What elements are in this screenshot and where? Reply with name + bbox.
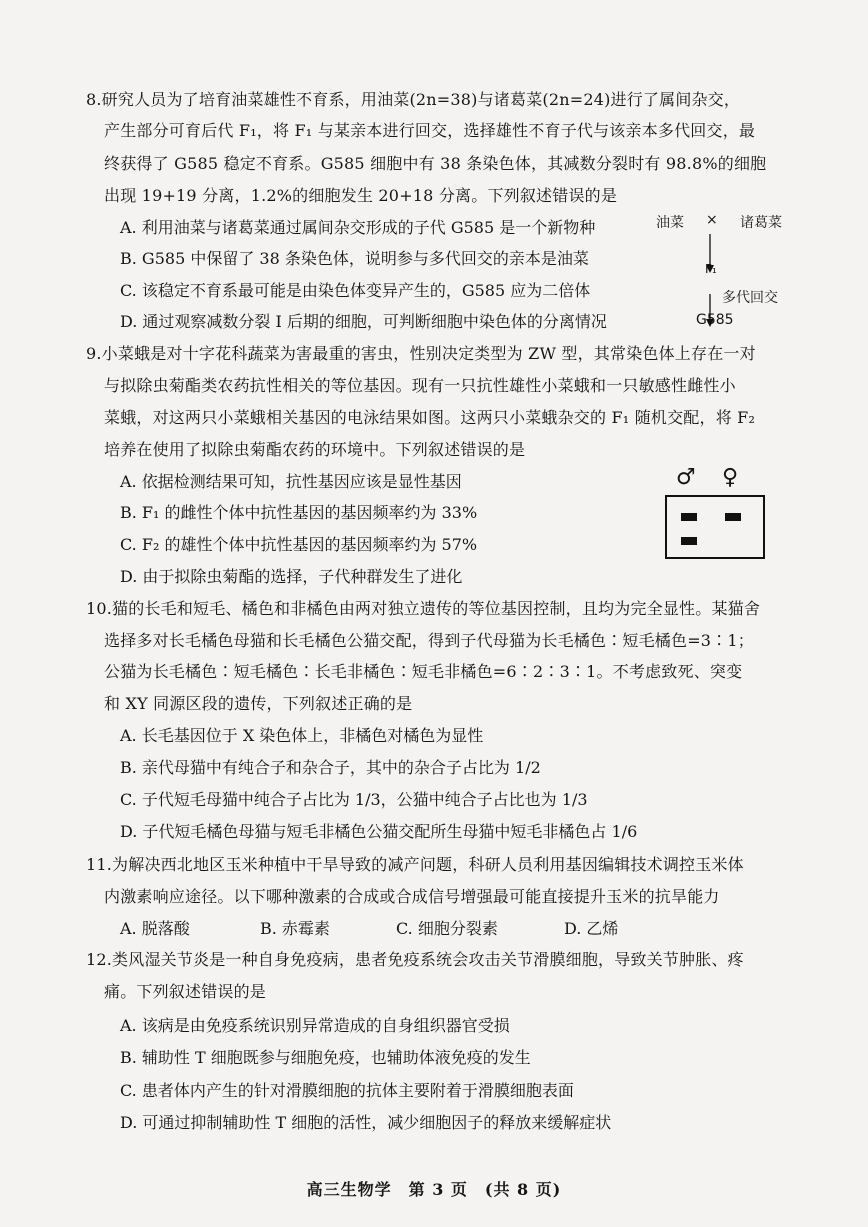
q12-option-a: A. 该病是由免疫系统识别异常造成的自身组织器官受损	[120, 1016, 510, 1035]
q11-option-c: C. 细胞分裂素	[396, 919, 498, 938]
q8-option-a: A. 利用油菜与诸葛菜通过属间杂交形成的子代 G585 是一个新物种	[120, 218, 596, 237]
q11-stem-line-1: 11.为解决西北地区玉米种植中干旱导致的减产问题，科研人员利用基因编辑技术调控玉米体	[86, 855, 744, 874]
male-symbol: ♂	[676, 465, 696, 490]
cross-symbol: ×	[706, 212, 718, 228]
q9-option-b: B. F₁ 的雌性个体中抗性基因的基因频率约为 33%	[120, 503, 478, 522]
gel-box	[665, 495, 765, 559]
q11-option-b: B. 赤霉素	[260, 919, 330, 938]
q12-option-b: B. 辅助性 T 细胞既参与细胞免疫，也辅助体液免疫的发生	[120, 1048, 531, 1067]
q10-stem-line-3: 公猫为长毛橘色∶短毛橘色∶长毛非橘色∶短毛非橘色=6∶2∶3∶1。不考虑致死、突变	[104, 662, 743, 681]
q10-option-a: A. 长毛基因位于 X 染色体上，非橘色对橘色为显性	[120, 726, 484, 745]
g585-label: G585	[696, 312, 734, 328]
page-footer: 高三生物学 第 3 页 (共 8 页)	[306, 1180, 562, 1199]
q10-stem-line-2: 选择多对长毛橘色母猫和长毛橘色公猫交配，得到子代母猫为长毛橘色∶短毛橘色=3∶1；	[104, 631, 754, 650]
q12-option-c: C. 患者体内产生的针对滑膜细胞的抗体主要附着于滑膜细胞表面	[120, 1081, 574, 1100]
q9-stem-line-3: 菜蛾，对这两只小菜蛾相关基因的电泳结果如图。这两只小菜蛾杂交的 F₁ 随机交配，将 F₂	[104, 408, 756, 427]
q9-stem-line-1: 9.小菜蛾是对十字花科蔬菜为害最重的害虫，性别决定类型为 ZW 型，其常染色体上存在一对	[86, 344, 756, 363]
q10-stem-line-4: 和 XY 同源区段的遗传，下列叙述正确的是	[104, 694, 413, 713]
q11-option-a: A. 脱落酸	[120, 919, 190, 938]
q9-option-c: C. F₂ 的雄性个体中抗性基因的基因频率约为 57%	[120, 535, 478, 554]
q10-option-b: B. 亲代母猫中有纯合子和杂合子，其中的杂合子占比为 1/2	[120, 758, 541, 777]
q9-stem-line-4: 培养在使用了拟除虫菊酯农药的环境中。下列叙述错误的是	[104, 440, 526, 459]
q8-option-b: B. G585 中保留了 38 条染色体，说明参与多代回交的亲本是油菜	[120, 249, 589, 268]
q10-stem-line-1: 10.猫的长毛和短毛、橘色和非橘色由两对独立遗传的等位基因控制，且均为完全显性。某猫舍	[86, 599, 761, 618]
q9-option-d: D. 由于拟除虫菊酯的选择，子代种群发生了进化	[120, 567, 463, 586]
q8-option-c: C. 该稳定不育系最可能是由染色体变异产生的，G585 应为二倍体	[120, 281, 591, 300]
q12-stem-line-1: 12.类风湿关节炎是一种自身免疫病，患者免疫系统会攻击关节滑膜细胞，导致关节肿胀、疼	[86, 950, 744, 969]
f1-label: F₁	[705, 262, 717, 276]
electrophoresis-figure	[660, 465, 770, 565]
q8-stem-line-4: 出现 19+19 分离，1.2%的细胞发生 20+18 分离。下列叙述错误的是	[104, 186, 618, 205]
backcross-label: 多代回交	[722, 290, 778, 306]
q11-stem-line-2: 内激素响应途径。以下哪种激素的合成或合成信号增强最可能直接提升玉米的抗旱能力	[104, 887, 720, 906]
q12-stem-line-2: 痛。下列叙述错误的是	[104, 982, 267, 1001]
q8-option-d: D. 通过观察减数分裂 I 后期的细胞，可判断细胞中染色体的分离情况	[120, 312, 607, 331]
female-symbol: ♀	[722, 465, 739, 490]
q12-option-d: D. 可通过抑制辅助性 T 细胞的活性，减少细胞因子的释放来缓解症状	[120, 1113, 612, 1132]
q8-stem-line-3: 终获得了 G585 稳定不育系。G585 细胞中有 38 条染色体，其减数分裂时有 98.8%的细胞	[104, 154, 767, 173]
cross-diagram	[650, 212, 810, 332]
q10-option-c: C. 子代短毛母猫中纯合子占比为 1/3，公猫中纯合子占比也为 1/3	[120, 790, 588, 809]
q9-option-a: A. 依据检测结果可知，抗性基因应该是显性基因	[120, 472, 462, 491]
q9-stem-line-2: 与拟除虫菊酯类农药抗性相关的等位基因。现有一只抗性雄性小菜蛾和一只敏感性雌性小	[104, 376, 736, 395]
male-band-upper	[681, 513, 697, 521]
parent-oilseed-rape: 油菜	[656, 215, 684, 231]
q10-option-d: D. 子代短毛橘色母猫与短毛非橘色公猫交配所生母猫中短毛非橘色占 1/6	[120, 822, 638, 841]
parent-orychophragmus: 诸葛菜	[740, 215, 782, 231]
q11-option-d: D. 乙烯	[564, 919, 619, 938]
q8-stem-line-2: 产生部分可育后代 F₁，将 F₁ 与某亲本进行回交，选择雄性不育子代与该亲本多代回交，最	[104, 121, 756, 140]
female-band	[725, 513, 741, 521]
male-band-lower	[681, 537, 697, 545]
q8-stem-line-1: 8.研究人员为了培育油菜雄性不育系，用油菜(2n=38)与诸葛菜(2n=24)进行了属间杂交，	[86, 90, 741, 109]
